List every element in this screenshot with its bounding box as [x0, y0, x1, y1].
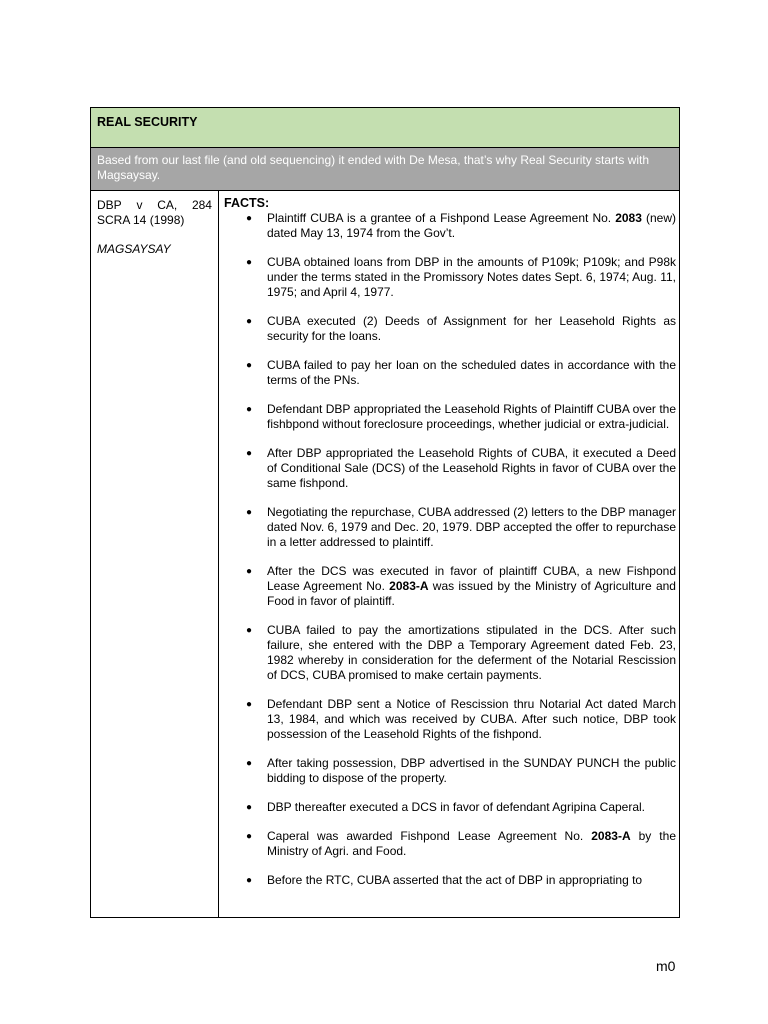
bullet-icon: ●	[246, 699, 253, 710]
list-item: ● Defendant DBP appropriated the Leasehold Rights of Plaintiff CUBA over the fishbpond without foreclosure proceedings, whether judicial or extra-judicial.	[246, 402, 676, 431]
group-name: MAGSAYSAY	[97, 242, 171, 256]
facts-heading: FACTS:	[224, 196, 270, 210]
section-title: REAL SECURITY	[91, 108, 679, 148]
bullet-icon: ●	[246, 625, 253, 636]
list-item: ● DBP thereafter executed a DCS in favor of defendant Agripina Caperal.	[246, 800, 646, 814]
bullet-icon: ●	[246, 316, 253, 327]
bullet-icon: ●	[246, 404, 253, 415]
list-item: ● CUBA failed to pay her loan on the scheduled dates in accordance with the terms of the PNs.	[246, 358, 676, 387]
section-note: Based from our last file (and old sequencing) it ended with De Mesa, that’s why Real Security starts with Magsaysay.	[91, 148, 679, 191]
bullet-icon: ●	[246, 257, 253, 268]
list-item: ● Negotiating the repurchase, CUBA addressed (2) letters to the DBP manager dated Nov. 6, 1979 and Dec. 20, 1979. DBP accepted the offer to repurchase in a letter addressed to plaintiff.	[246, 505, 676, 549]
case-citation	[97, 198, 212, 228]
table-body	[91, 191, 679, 917]
bullet-icon: ●	[246, 566, 253, 577]
citation-line-2: SCRA 14 (1998)	[97, 213, 185, 227]
list-item: ● Before the RTC, CUBA asserted that the act of DBP in appropriating to	[246, 873, 643, 887]
citation-word: CA,	[157, 198, 178, 212]
bullet-icon: ●	[246, 213, 253, 224]
case-column	[91, 191, 219, 917]
page-number: m0	[656, 958, 676, 974]
list-item: ● CUBA obtained loans from DBP in the amounts of P109k; P109k; and P98k under the terms stated in the Promissory Notes dates Sept. 6, 1974; Aug. 11, 1975; and April 4, 1977.	[246, 255, 676, 299]
bullet-icon: ●	[246, 802, 253, 813]
facts-list	[224, 211, 676, 888]
bullet-icon: ●	[246, 507, 253, 518]
citation-word: v	[136, 198, 143, 212]
list-item: ● After DBP appropriated the Leasehold Rights of CUBA, it executed a Deed of Conditional Sale (DCS) of the Leasehold Rights in favor of CUBA over the same fishpond.	[246, 446, 676, 490]
citation-word: 284	[191, 198, 212, 212]
bullet-icon: ●	[246, 448, 253, 459]
bullet-icon: ●	[246, 831, 253, 842]
list-item: ● Plaintiff CUBA is a grantee of a Fishpond Lease Agreement No. 2083 (new) dated May 13, 1974 from the Gov’t.	[246, 211, 676, 240]
list-item: ● CUBA executed (2) Deeds of Assignment for her Leasehold Rights as security for the loans.	[246, 314, 676, 343]
list-item: ● After taking possession, DBP advertised in the SUNDAY PUNCH the public bidding to dispose of the property.	[246, 756, 676, 785]
case-digest-table	[90, 107, 680, 918]
list-item: ● Defendant DBP sent a Notice of Rescission thru Notarial Act dated March 13, 1984, and which was received by CUBA. After such notice, DBP took possession of the Leasehold Rights of the fishpond.	[246, 697, 676, 741]
list-item: ● After the DCS was executed in favor of plaintiff CUBA, a new Fishpond Lease Agreement No. 2083-A was issued by the Ministry of Agriculture and Food in favor of plaintiff.	[246, 564, 676, 608]
list-item: ● CUBA failed to pay the amortizations stipulated in the DCS. After such failure, she entered with the DBP a Temporary Agreement dated Feb. 23, 1982 whereby in consideration for the deferment of the Notarial Rescission of DCS, CUBA promised to make certain payments.	[246, 623, 676, 682]
bullet-icon: ●	[246, 360, 253, 371]
bullet-icon: ●	[246, 758, 253, 769]
facts-column	[219, 191, 679, 917]
bullet-icon: ●	[246, 875, 253, 886]
list-item: ● Caperal was awarded Fishpond Lease Agreement No. 2083-A by the Ministry of Agri. and Food.	[246, 829, 676, 858]
citation-word: DBP	[97, 198, 122, 212]
